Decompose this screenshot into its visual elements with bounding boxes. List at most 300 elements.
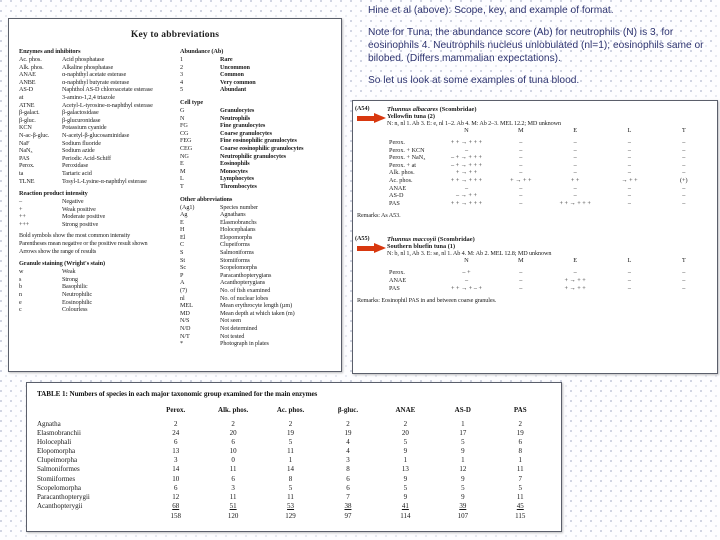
species-cell-type-header: T	[681, 257, 686, 265]
species-reaction-value: –	[627, 199, 632, 207]
table1-value: 19	[516, 429, 524, 438]
species-reaction-value: –	[627, 161, 632, 169]
key-definition: Rare	[220, 56, 233, 63]
species-enzyme-name: Perox. + NaN₃	[389, 154, 426, 162]
key-abbr: at	[19, 93, 24, 101]
table1-value: 9	[403, 492, 408, 501]
key-abbr: Alk. phos.	[19, 63, 44, 71]
species-common-name: Southern bluefin tuna (1)	[387, 243, 456, 251]
key-row	[19, 94, 172, 102]
table1-value: 1	[403, 456, 408, 465]
table1-value: 1	[461, 420, 465, 428]
table-row	[37, 447, 549, 456]
key-definition: Periodic Acid-Schiff	[62, 154, 111, 162]
table1-value: 4	[346, 447, 350, 456]
key-definition: No. of nuclear lobes	[220, 294, 269, 302]
key-row	[19, 124, 172, 132]
table1-value: 8	[346, 465, 350, 474]
key-row	[180, 272, 333, 280]
slide-narrative-text	[368, 4, 716, 96]
species-reaction-value: + + → + + +	[450, 199, 483, 207]
table-row	[37, 429, 549, 438]
key-definition: Potassium cyanide	[62, 124, 107, 132]
table1-group-name: Agnatha	[37, 420, 61, 428]
table1-value: 5	[288, 483, 293, 492]
key-row	[180, 160, 333, 168]
arrow-shaft	[357, 116, 375, 122]
key-abbr: MEL	[180, 302, 193, 310]
key-row	[180, 71, 333, 79]
key-row	[19, 291, 172, 299]
species-cell-type-header: E	[573, 127, 578, 134]
table-row	[37, 493, 549, 502]
species-reaction-value: –	[682, 199, 686, 207]
table1-column-header: β-gluc.	[337, 406, 359, 414]
species-reaction-value: –	[682, 154, 686, 162]
table1-group-name: Acanthopterygii	[37, 501, 83, 510]
slide-paragraph-3: So let us look at some examples of tuna blood.	[368, 75, 580, 86]
species-table-row	[385, 162, 711, 170]
key-section-heading: Abundance (Ab)	[180, 48, 224, 55]
species-reaction-value: –	[573, 154, 577, 162]
key-definition: Clupeiforms	[220, 241, 250, 249]
key-abbr: β-galact.	[19, 109, 40, 117]
key-definition: Not determined	[220, 325, 258, 332]
species-table-row	[385, 147, 711, 155]
key-row	[180, 287, 333, 295]
species-reaction-value: –	[464, 146, 469, 154]
table1-value: 14	[287, 465, 295, 474]
key-row	[180, 325, 333, 333]
species-table-row	[385, 185, 711, 193]
species-enzyme-name: Perox. + at	[389, 161, 417, 169]
species-reaction-value: –	[682, 184, 686, 192]
key-row	[180, 130, 333, 138]
species-metadata: N: b, nl 1, Ab 3. E: se, nl 1. Ab 4. M: Ab 2. MEL 12.8; MD unknown	[387, 250, 552, 258]
key-row	[180, 257, 333, 265]
key-definition: Moderate positive	[62, 213, 106, 221]
table1-value: 41	[401, 501, 409, 510]
species-enzyme-name: Perox.	[389, 139, 405, 146]
key-definition: Species number	[220, 203, 258, 211]
key-definition: α-naphthyl butyrate esterase	[62, 78, 130, 86]
key-abbr: N/D	[180, 325, 191, 332]
table1-value: 6	[231, 438, 235, 447]
table1-group-name: Scopelomorpha	[37, 483, 81, 492]
key-definition: Mean depth at which taken (m)	[220, 309, 295, 317]
species-scientific-name: Thunnus albacares (Scombridae)	[387, 106, 477, 113]
arrow-shaft	[357, 246, 375, 252]
key-definition: Common	[220, 71, 244, 79]
key-definition: Peroxidase	[62, 162, 89, 170]
key-abbr: TLNE	[19, 177, 35, 185]
key-definition: Fine granulocytes	[220, 122, 266, 130]
key-section-heading: Cell type	[180, 98, 204, 106]
key-definition: Granulocytes	[220, 106, 255, 114]
species-reaction-value: + +	[570, 176, 580, 184]
key-row	[180, 317, 333, 325]
species-cell-type-header: N	[464, 127, 469, 134]
table1-column-header: Ac. phos.	[276, 406, 305, 414]
tuna-species-list	[353, 101, 717, 373]
species-reaction-value: –	[627, 139, 632, 146]
table1-total-value: 158	[170, 511, 181, 520]
key-abbr: FG	[180, 122, 188, 130]
key-definition: Photograph in plates	[220, 340, 269, 348]
table1-column-header: AS-D	[454, 406, 471, 414]
key-definition: Tartaric acid	[62, 169, 92, 177]
key-abbr: 5	[180, 86, 183, 94]
species-table-row	[385, 169, 711, 177]
key-section-heading: Enzymes and inhibitors	[19, 48, 81, 55]
table1-value: 20	[229, 429, 237, 438]
species-reaction-value: –	[682, 192, 686, 200]
table1-value: 6	[518, 438, 523, 447]
species-reaction-value: –	[573, 269, 577, 277]
key-definition: Coarse granulocytes	[220, 129, 272, 137]
table1-value: 38	[344, 501, 352, 510]
species-reaction-value: – +	[462, 269, 471, 277]
key-definition: Monocytes	[220, 167, 248, 175]
species-table-row	[385, 139, 711, 147]
key-definition: Not tested	[220, 332, 245, 340]
table1-value: 2	[231, 420, 235, 428]
key-abbr: C	[180, 241, 185, 249]
table1-group-name: Salmoniformes	[37, 465, 80, 474]
key-row	[19, 198, 172, 206]
table1-total-value: 97	[344, 511, 352, 520]
table1-value: 6	[346, 483, 350, 492]
key-abbr: (7)	[180, 287, 187, 295]
key-row	[19, 306, 172, 314]
key-note-line: Bold symbols show the most common intensity	[19, 232, 131, 240]
key-definition: Naphthol AS-D chloroacetate esterase	[62, 86, 153, 94]
species-metadata: N: n, nl 1. Ab 3. E: e, nl 1–2. Ab 4. M: Ab 2–3. MEL 12.2; MD unknown	[387, 120, 562, 127]
species-reaction-value: –	[682, 284, 686, 292]
key-column-right	[180, 48, 333, 348]
key-abbr: w	[19, 268, 24, 276]
key-definition: Acid phosphatase	[62, 56, 105, 63]
species-table-row	[385, 177, 711, 185]
table-row	[37, 475, 549, 484]
table1-value: 8	[288, 474, 293, 483]
key-definition: 3-amino-1,2,4 triazole	[62, 93, 115, 101]
table1-value: 11	[287, 447, 294, 456]
species-reaction-value: –	[573, 161, 577, 169]
key-abbr: AS-D	[19, 86, 34, 94]
species-reaction-value: –	[627, 276, 632, 284]
key-row	[180, 175, 333, 183]
key-row	[180, 137, 333, 145]
key-abbr: E	[180, 218, 184, 226]
table1-value: 12	[459, 465, 467, 474]
species-enzyme-table	[385, 257, 711, 292]
key-abbr: G	[180, 106, 185, 114]
table1-value: 1	[461, 456, 465, 465]
species-cell-type-header: M	[517, 127, 524, 134]
species-enzyme-table	[385, 127, 711, 207]
key-row	[19, 79, 172, 87]
species-enzyme-name: PAS	[389, 284, 400, 292]
species-enzyme-name: Perox. + KCN	[389, 146, 425, 154]
key-definition: α-naphthyl acetate esterase	[62, 71, 127, 79]
key-definition: Eosinophilic	[62, 298, 93, 306]
key-row	[180, 219, 333, 227]
key-row	[180, 115, 333, 123]
key-panel-title: Key to abbreviations	[130, 30, 220, 40]
key-row	[180, 279, 333, 287]
species-table-header-row	[385, 127, 711, 139]
key-row	[180, 145, 333, 153]
table1-value: 9	[403, 474, 408, 483]
table1-value: 5	[518, 483, 523, 492]
table1-caption: TABLE 1: Numbers of species in each major taxonomic group examined for the main enzymes	[37, 390, 318, 398]
table1-value: 3	[231, 483, 235, 492]
species-cell-type-header: N	[464, 257, 469, 265]
species-family: (Scombridae)	[437, 236, 475, 244]
table1-value: 19	[287, 429, 295, 438]
species-reaction-value: –	[519, 161, 523, 169]
table1-total-value: 115	[515, 511, 526, 520]
key-abbr: N/S	[180, 317, 190, 325]
key-definition: Tosyl-L-Lysine-α-naphthyl esterase	[62, 177, 147, 185]
key-definition: Eosinophils	[220, 160, 250, 168]
key-definition: Strong	[62, 275, 78, 283]
arrow-head	[374, 113, 386, 123]
species-block	[355, 106, 711, 219]
species-reaction-value: –	[464, 184, 469, 192]
key-abbr: CG	[180, 129, 189, 137]
table1-group-name: Elopomorpha	[37, 447, 76, 456]
table-row	[37, 438, 549, 447]
key-row	[180, 333, 333, 341]
key-definition: Paracanthopterygians	[220, 271, 272, 279]
red-arrow-icon	[357, 113, 387, 124]
table1-value: 11	[287, 492, 294, 501]
key-row	[19, 268, 172, 276]
species-reaction-value: –	[573, 139, 577, 146]
key-definition: Fine eosinophilic granulocytes	[220, 137, 297, 145]
key-abbr: 2	[180, 63, 183, 71]
species-table-row	[385, 269, 711, 277]
species-enzyme-header	[385, 257, 439, 269]
key-abbr: –	[19, 198, 22, 206]
key-row	[180, 183, 333, 191]
species-reaction-value: + → + +	[564, 276, 586, 284]
key-abbr: NG	[180, 152, 189, 160]
table1-value: 5	[403, 483, 408, 492]
key-note-line: Parentheses mean negative or the positive result shown	[19, 240, 148, 248]
species-family: (Scombridae)	[439, 106, 477, 113]
table1-value: 11	[229, 492, 237, 501]
table1-value: 2	[403, 420, 408, 428]
species-reaction-value: –	[519, 192, 523, 200]
key-abbr: L	[180, 175, 184, 183]
key-abbr: nl	[180, 294, 185, 302]
key-row	[19, 283, 172, 291]
species-table-row	[385, 200, 711, 208]
table1-group-header	[37, 405, 147, 420]
species-reaction-value: –	[519, 154, 523, 162]
key-definition: Uncommon	[220, 63, 250, 71]
key-row	[180, 153, 333, 161]
key-abbr: 4	[180, 78, 183, 86]
table1-column-header: ANAE	[395, 406, 416, 414]
key-abbr: b	[19, 283, 22, 291]
key-definition: Abundant	[220, 86, 247, 94]
species-reaction-value: + + → + + +	[450, 176, 483, 184]
species-block	[355, 236, 711, 304]
key-section-heading: Other abbreviations	[180, 195, 233, 203]
species-reaction-value: –	[627, 169, 632, 177]
key-row	[19, 71, 172, 79]
key-abbr: T	[180, 182, 184, 190]
key-row	[19, 147, 172, 155]
key-abbr: Perox.	[19, 162, 35, 170]
species-table-header-row	[385, 257, 711, 269]
species-enzyme-name: PAS	[389, 199, 400, 207]
key-definition: Agnathans	[220, 211, 246, 219]
species-reaction-value: –	[627, 192, 632, 200]
key-row	[19, 299, 172, 307]
key-row	[19, 56, 172, 64]
table1-value: 8	[518, 447, 523, 456]
table1-value: 6	[346, 474, 350, 483]
key-abbr: ta	[19, 169, 24, 177]
key-abbr: N	[180, 114, 185, 122]
table1-value: 20	[401, 429, 409, 438]
key-row	[19, 221, 172, 229]
key-definition: Sodium azide	[62, 147, 95, 155]
key-row	[19, 170, 172, 178]
key-row	[19, 102, 172, 110]
table1-value: 45	[516, 501, 524, 510]
table1-group-name: Paracanthopterygii	[37, 492, 90, 501]
table1-value: 13	[401, 465, 409, 474]
key-row	[180, 107, 333, 115]
key-row	[180, 340, 333, 348]
table1-header-row	[37, 405, 549, 420]
key-abbr: E	[180, 160, 184, 168]
key-abbr: *	[180, 340, 183, 348]
key-note-line: Arrows show the range of results	[19, 247, 97, 255]
table1-value: 0	[231, 456, 235, 465]
species-cell-type-header: E	[573, 257, 578, 265]
key-definition: Very common	[220, 78, 256, 86]
species-enzyme-name: ANAE	[389, 184, 407, 192]
table1-value: 51	[229, 501, 237, 510]
arrow-head	[374, 243, 386, 253]
key-abbr: β-gluc.	[19, 116, 36, 124]
species-reaction-value: –	[682, 269, 686, 277]
species-reaction-value: –	[627, 284, 632, 292]
key-definition: Negative	[62, 198, 84, 206]
table1-value: 2	[288, 420, 293, 428]
key-section-heading: Reaction product intensity	[19, 190, 88, 198]
table1-total-value: 114	[400, 511, 411, 520]
table1-value: 3	[173, 456, 178, 465]
species-reaction-value: –	[573, 184, 577, 192]
table1-value: 10	[229, 447, 237, 456]
key-definition: Elopomorphs	[220, 233, 253, 241]
table1-value: 2	[518, 420, 523, 428]
table1-grid	[37, 405, 549, 521]
species-reaction-value: + + → + + +	[450, 139, 483, 146]
table1-value: 11	[516, 465, 524, 474]
table1-value: 10	[172, 474, 180, 483]
species-reaction-value: –	[682, 139, 686, 146]
key-definition: Lymphocytes	[220, 175, 254, 183]
key-definition: No. of fish examined	[220, 287, 271, 295]
table1-value: 5	[461, 483, 465, 492]
key-definition: Weak	[62, 268, 76, 276]
table-row	[37, 456, 549, 465]
table1-column-header: Perox.	[166, 406, 186, 414]
species-remarks: Remarks: As A53.	[357, 212, 401, 220]
species-reaction-value: –	[627, 154, 632, 162]
key-row	[180, 226, 333, 234]
species-enzyme-name: Perox.	[389, 269, 405, 277]
key-row	[180, 79, 333, 87]
key-abbr: e	[19, 298, 22, 306]
key-row	[19, 276, 172, 284]
key-row	[180, 310, 333, 318]
key-abbr: S	[180, 249, 184, 257]
key-to-abbreviations-panel	[8, 18, 342, 372]
key-definition: Acanthopterygians	[220, 279, 266, 287]
key-definition: Not seen	[220, 317, 242, 325]
species-reaction-value: –	[682, 169, 686, 177]
table1-total-value: 107	[457, 511, 469, 520]
key-abbr: n	[19, 291, 22, 299]
key-row	[19, 109, 172, 117]
table1-value: 2	[173, 420, 178, 428]
key-abbr: El	[180, 233, 186, 241]
table1-body	[37, 420, 549, 521]
table1-value: 12	[172, 492, 180, 501]
species-reaction-value: –	[627, 184, 632, 192]
table1-value: 11	[229, 465, 237, 474]
table1-value: 13	[172, 447, 180, 456]
species-cell-type-header: M	[517, 257, 524, 265]
species-reaction-value: (+)	[680, 176, 688, 184]
key-definition: Mean erythrocyte length (µm)	[220, 302, 293, 310]
species-scientific-name: Thunnus maccoyii (Scombridae)	[387, 236, 475, 244]
species-reaction-value: –	[519, 199, 523, 207]
key-abbr: 1	[180, 56, 183, 63]
key-row	[180, 211, 333, 219]
key-definition: Basophilic	[62, 283, 88, 291]
key-abbr: ANAE	[19, 71, 36, 79]
key-row	[19, 132, 172, 140]
tuna-species-tables-panel	[352, 100, 718, 374]
table1-value: 9	[403, 447, 408, 456]
key-definition: Neutrophilic	[62, 291, 93, 299]
species-reaction-value: –	[519, 276, 523, 284]
table-row	[37, 465, 549, 474]
species-code: (A55)	[355, 236, 370, 243]
key-abbr: s	[19, 275, 22, 283]
species-table-row	[385, 277, 711, 285]
species-reaction-value: –	[573, 169, 577, 177]
key-definition: Scopelomorphs	[220, 264, 258, 272]
table1-group-name: Elasmobranchii	[37, 429, 81, 438]
key-abbr: H	[180, 226, 185, 234]
key-row	[180, 168, 333, 176]
table1-value: 1	[288, 456, 293, 465]
key-definition: β-galactosidase	[62, 109, 99, 117]
key-row	[180, 56, 333, 64]
